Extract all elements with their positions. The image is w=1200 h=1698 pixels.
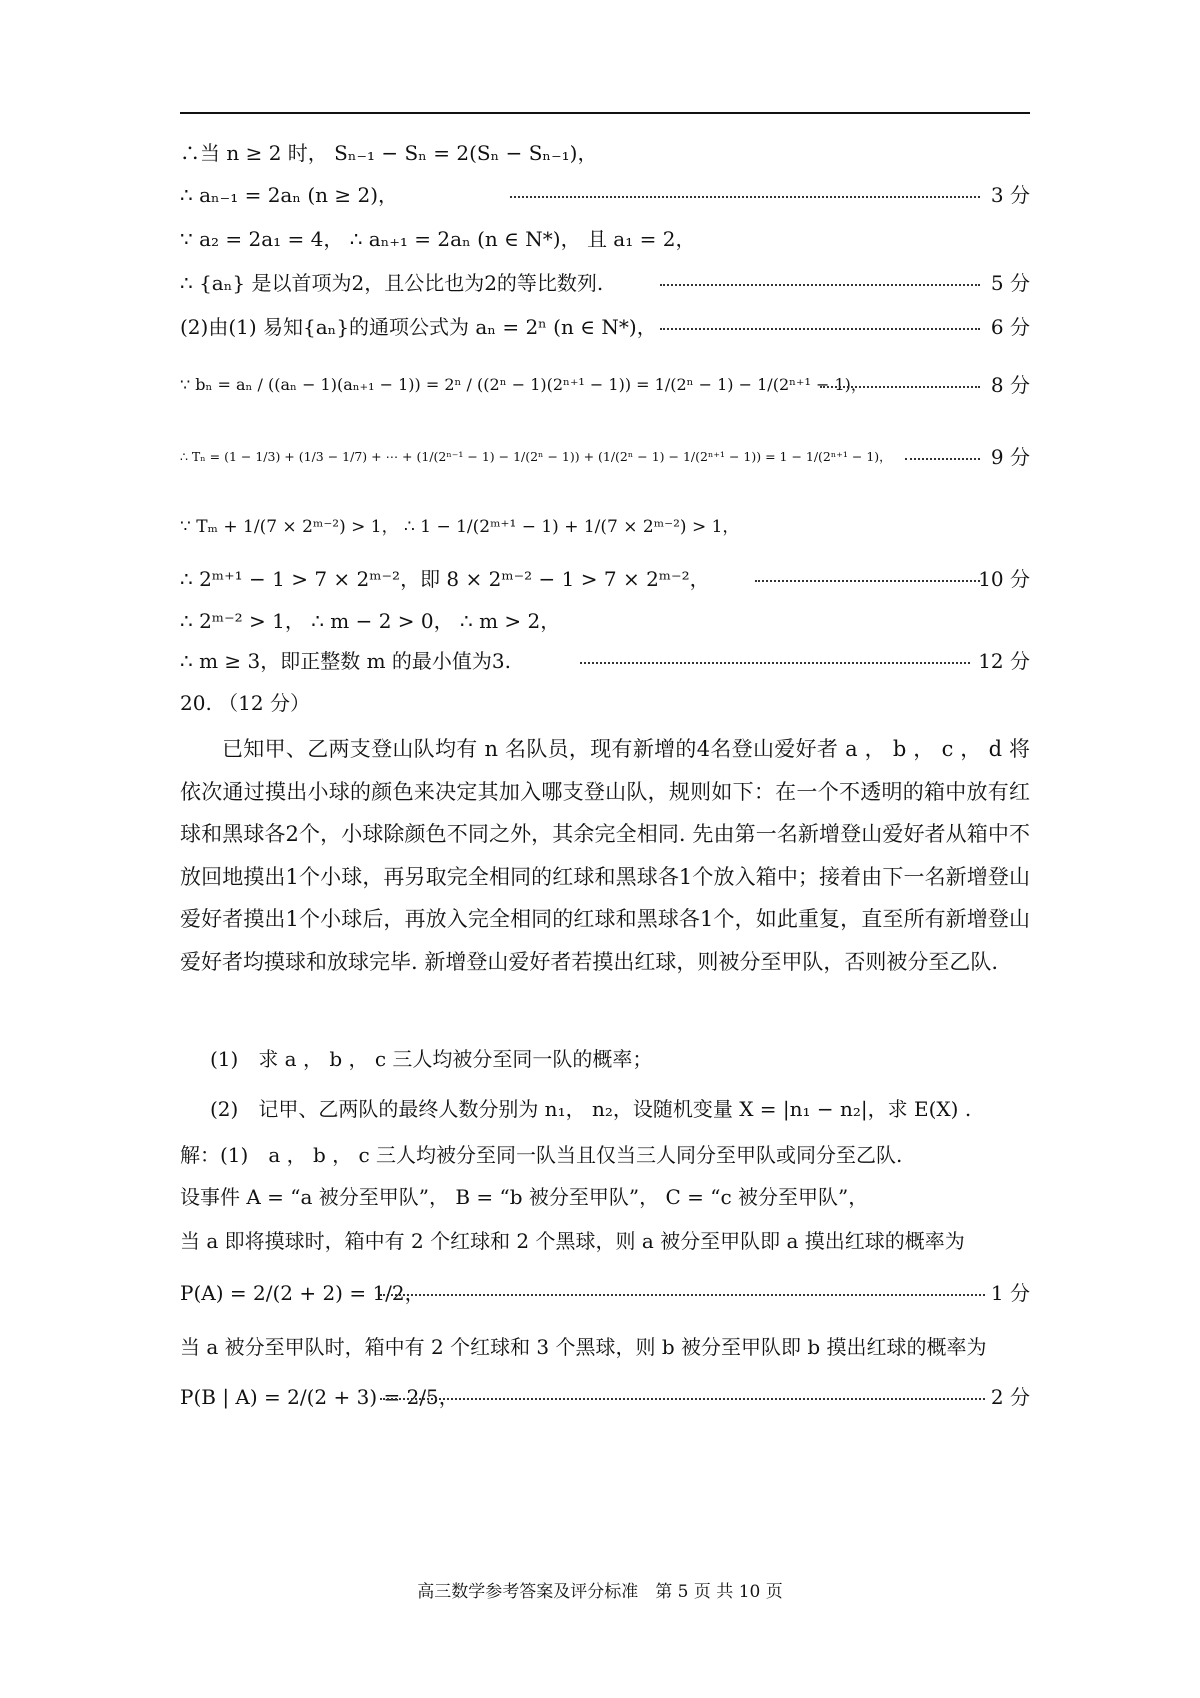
problem-number [180, 686, 1030, 720]
line-text: ∴当 n ≥ 2 时， Sₙ₋₁ − Sₙ = 2(Sₙ − Sₙ₋₁)， [180, 141, 598, 165]
answer-line [180, 1224, 1030, 1258]
line-text: 解：(1) a ， b ， c 三人均被分至同一队当且仅当三人同分至甲队或同分至乙队. [180, 1143, 903, 1167]
solution-line [180, 310, 1030, 344]
dot-leader [905, 458, 980, 460]
line-text: P(A) = 2/(2 + 2) = 1/2， [180, 1281, 425, 1305]
line-text: (2)由(1) 易知{aₙ}的通项公式为 aₙ = 2ⁿ (n ∈ N*)， [180, 315, 657, 339]
question-2: (2) 记甲、乙两队的最终人数分别为 n₁， n₂，设随机变量 X = |n₁ − n₂|，求 E(X) . [210, 1097, 972, 1121]
score-marker: 2 分 [990, 1385, 1030, 1409]
line-text: 20. （12 分） [180, 691, 310, 715]
dot-leader [510, 196, 980, 198]
question-1: (1) 求 a ， b ， c 三人均被分至同一队的概率； [210, 1047, 653, 1071]
solution-line [180, 368, 1030, 402]
header-rule [180, 112, 1030, 114]
page-footer: 高三数学参考答案及评分标准 第 5 页 共 10 页 [417, 1582, 783, 1602]
line-text: ∴ {aₙ} 是以首项为2，且公比也为2的等比数列. [180, 271, 604, 295]
dot-leader [380, 1294, 985, 1296]
line-text: ∴ aₙ₋₁ = 2aₙ (n ≥ 2)， [180, 183, 399, 207]
solution-line [180, 136, 1030, 170]
solution-line [180, 644, 1030, 678]
dot-leader [380, 1398, 985, 1400]
dot-leader [580, 662, 970, 664]
score-marker: 10 分 [978, 567, 1030, 591]
solution-line [180, 266, 1030, 300]
line-text: ∵ bₙ = aₙ / ((aₙ − 1)(aₙ₊₁ − 1)) = 2ⁿ / ((2ⁿ − 1)(2ⁿ⁺¹ − 1)) = 1/(2ⁿ − 1) − 1/(2ⁿ⁺¹ − 1)， [180, 375, 867, 394]
dot-leader [660, 328, 980, 330]
line-text: ∴ 2ᵐ⁻² > 1， ∴ m − 2 > 0， ∴ m > 2， [180, 609, 561, 633]
answer-line [180, 1330, 1030, 1364]
line-text: 当 a 即将摸球时，箱中有 2 个红球和 2 个黑球，则 a 被分至甲队即 a 摸出红球的概率为 [180, 1229, 965, 1253]
line-text: ∴ 2ᵐ⁺¹ − 1 > 7 × 2ᵐ⁻²，即 8 × 2ᵐ⁻² − 1 > 7 × 2ᵐ⁻²， [180, 567, 710, 591]
score-marker: 6 分 [990, 315, 1030, 339]
score-marker: 1 分 [990, 1281, 1030, 1305]
line-text: ∴ Tₙ = (1 − 1/3) + (1/3 − 1/7) + ⋯ + (1/(2ⁿ⁻¹ − 1) − 1/(2ⁿ − 1)) + (1/(2ⁿ − 1) − 1/(2ⁿ⁺¹ − 1)) = 1 − 1/(2ⁿ⁺¹ − 1)， [180, 449, 892, 464]
score-marker: 3 分 [990, 183, 1030, 207]
line-text: 设事件 A = “a 被分至甲队”， B = “b 被分至甲队”， C = “c 被分至甲队”， [180, 1185, 869, 1209]
line-text: ∴ m ≥ 3，即正整数 m 的最小值为3. [180, 649, 512, 673]
line-text: ∵ Tₘ + 1/(7 × 2ᵐ⁻²) > 1， ∴ 1 − 1/(2ᵐ⁺¹ − 1) + 1/(7 × 2ᵐ⁻²) > 1， [180, 517, 740, 537]
solution-line [180, 604, 1030, 638]
solution-line [180, 222, 1030, 256]
score-marker: 8 分 [990, 373, 1030, 397]
answer-line [180, 1380, 1030, 1414]
solution-line [180, 178, 1030, 212]
problem-statement: 已知甲、乙两支登山队均有 n 名队员，现有新增的4名登山爱好者 a ， b ， c ， d 将依次通过摸出小球的颜色来决定其加入哪支登山队，规则如下：在一个不透明的箱中放有红球和黑球各2个，小球除颜色不同之外，其余完全相同. 先由第一名新增登山爱好者从箱中不放回地摸出1个小球，再另取完全相同的红球和黑球各1个放入箱中；接着由下一名新增登山爱好者摸出1个小球后，再放入完全相同的红球和黑球各1个，如此重复，直至所有新增登山爱好者均摸球和放球完毕. 新增登山爱好者若摸出红球，则被分至甲队，否则被分至乙队. [180, 737, 1030, 974]
score-marker: 12 分 [978, 649, 1030, 673]
answer-line [180, 1276, 1030, 1310]
dot-leader [755, 580, 980, 582]
answer-line [180, 1138, 1030, 1172]
line-text: ∵ a₂ = 2a₁ = 4， ∴ aₙ₊₁ = 2aₙ (n ∈ N*)， 且 a₁ = 2， [180, 227, 696, 251]
score-marker: 9 分 [990, 445, 1030, 469]
solution-line [180, 510, 1030, 544]
line-text: P(B | A) = 2/(2 + 3) = 2/5， [180, 1385, 459, 1409]
answer-line [180, 1180, 1030, 1214]
dot-leader [820, 386, 980, 388]
solution-line [180, 562, 1030, 596]
score-marker: 5 分 [990, 271, 1030, 295]
solution-line [180, 440, 1030, 474]
dot-leader [660, 284, 980, 286]
line-text: 当 a 被分至甲队时，箱中有 2 个红球和 3 个黑球，则 b 被分至甲队即 b 摸出红球的概率为 [180, 1335, 987, 1359]
